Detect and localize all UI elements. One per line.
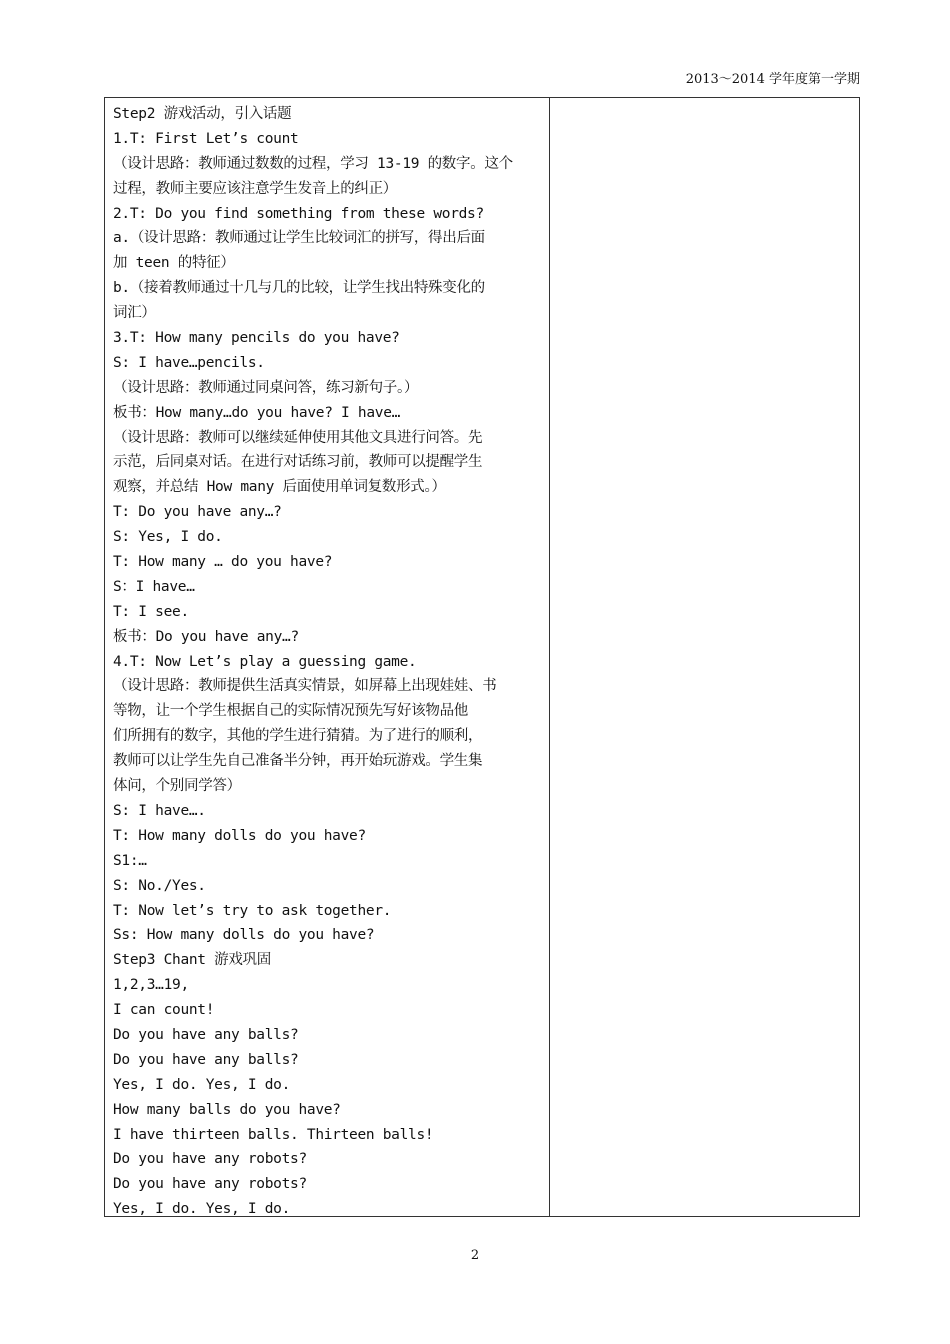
content-line: Yes, I do. Yes, I do. (113, 1076, 291, 1093)
content-line: 4.T: Now Let’s play a guessing game. (113, 653, 417, 670)
content-line: Yes, I do. Yes, I do. (113, 1201, 291, 1216)
notes-cell (550, 98, 859, 1216)
content-line: S1:… (113, 852, 147, 869)
content-line: S: Yes, I do. (113, 529, 223, 546)
content-line: T: Now let’s try to ask together. (113, 902, 392, 919)
content-line: 1,2,3…19, (113, 977, 189, 994)
content-line: 词汇） (113, 305, 156, 322)
content-line: T: How many dolls do you have? (113, 827, 366, 844)
content-line: 板书：Do you have any…? (113, 628, 299, 645)
content-line: S: I have…pencils. (113, 354, 265, 371)
content-line: 观察，并总结 How many 后面使用单词复数形式。） (113, 479, 446, 496)
content-line: b.（接着教师通过十几与几的比较，让学生找出特殊变化的 (113, 280, 485, 297)
content-line: How many balls do you have? (113, 1101, 341, 1118)
content-line: 过程，教师主要应该注意学生发音上的纠正） (113, 180, 397, 197)
content-line: T: How many … do you have? (113, 554, 333, 571)
page-header: 2013～2014 学年度第一学期 (685, 72, 860, 87)
content-line: Do you have any robots? (113, 1151, 307, 1168)
content-line: Do you have any balls? (113, 1026, 299, 1043)
content-line: S: No./Yes. (113, 877, 206, 894)
content-line: 3.T: How many pencils do you have? (113, 330, 400, 347)
content-line: Step3 Chant 游戏巩固 (113, 952, 271, 969)
content-line: 等物，让一个学生根据自己的实际情况预先写好该物品他 (113, 703, 468, 720)
content-line: 体问，个别同学答） (113, 778, 241, 795)
content-line: 们所拥有的数字，其他的学生进行猜猜。为了进行的顺利， (113, 728, 483, 745)
lesson-content-cell (105, 98, 550, 1216)
content-line: I have thirteen balls. Thirteen balls! (113, 1126, 434, 1143)
content-line: 1.T: First Let’s count (113, 130, 299, 147)
content-line: （设计思路：教师提供生活真实情景，如屏幕上出现娃娃、书 (113, 678, 497, 695)
content-line: I can count! (113, 1002, 215, 1019)
content-line: Do you have any balls? (113, 1051, 299, 1068)
content-line: T: I see. (113, 603, 189, 620)
content-line: S: I have…. (113, 802, 206, 819)
content-line: 板书：How many…do you have? I have… (113, 404, 401, 421)
content-line: （设计思路：教师通过数数的过程，学习 13-19 的数字。这个 (113, 155, 513, 172)
content-line: Do you have any robots? (113, 1176, 307, 1193)
content-line: T: Do you have any…? (113, 504, 282, 521)
content-line: （设计思路：教师可以继续延伸使用其他文具进行问答。先 (113, 429, 483, 446)
content-line: a.（设计思路：教师通过让学生比较词汇的拼写，得出后面 (113, 230, 485, 247)
page-number: 2 (470, 1248, 480, 1263)
content-line: 教师可以让学生先自己准备半分钟，再开始玩游戏。学生集 (113, 753, 483, 770)
lesson-table (104, 97, 860, 1217)
content-line: S：I have… (113, 578, 195, 595)
content-line: 示范，后同桌对话。在进行对话练习前，教师可以提醒学生 (113, 454, 483, 471)
content-line: （设计思路：教师通过同桌问答，练习新句子。） (113, 379, 419, 396)
content-line: Ss: How many dolls do you have? (113, 927, 375, 944)
content-line: Step2 游戏活动，引入话题 (113, 106, 292, 122)
content-line: 加 teen 的特征） (113, 255, 235, 272)
content-line: 2.T: Do you find something from these words? (113, 205, 484, 222)
